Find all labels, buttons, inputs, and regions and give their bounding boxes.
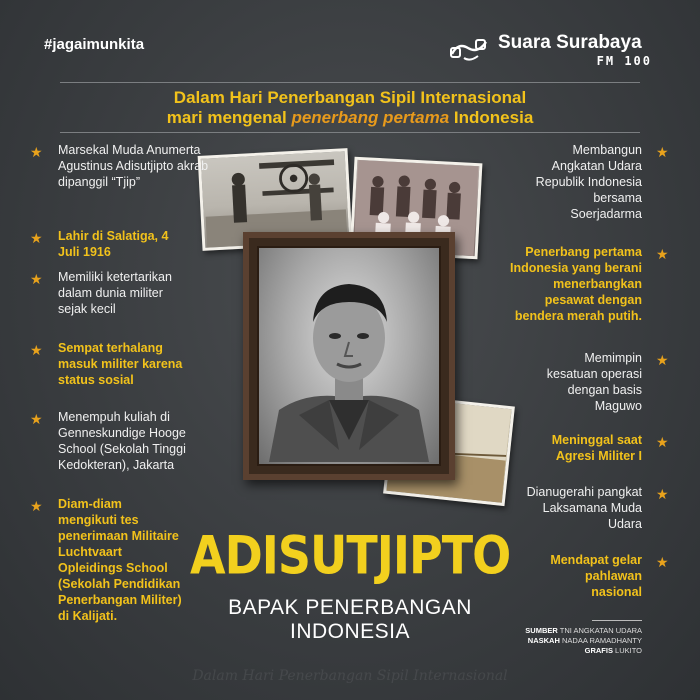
star-icon: ★ (656, 353, 669, 369)
fact-right-3: Memimpin kesatuan operasi dengan basis Maguwo (546, 351, 642, 413)
star-icon: ★ (656, 145, 669, 161)
star-icon: ★ (30, 272, 43, 288)
star-icon: ★ (656, 435, 669, 451)
brand-name: Suara Surabaya (498, 32, 642, 53)
headline-line2 (60, 108, 640, 128)
brand-logo (448, 30, 658, 70)
fact-left-3: Memiliki ketertarikan dalam dunia militer sejak kecil (58, 270, 172, 316)
fact-left-6: Diam-diam mengikuti tes penerimaan Militaire Luchtvaart Opleidings School (Sekolah Pendidikan Penerbangan Militer) di Kalijati. (58, 497, 182, 623)
headline-line2-c: Indonesia (449, 108, 534, 127)
credit-sumber: SUMBER TNI ANGKATAN UDARA (525, 626, 642, 635)
star-icon: ★ (30, 231, 43, 247)
fact-right-4: Meninggal saat Agresi Militer I (551, 433, 642, 463)
credits (482, 626, 642, 656)
credits-rule (592, 620, 642, 621)
header-rule-bottom (60, 132, 640, 133)
portrait-photo (257, 246, 441, 466)
portrait-frame (243, 232, 455, 480)
hero-name: ADISUTJIPTO (190, 523, 511, 587)
brand-sub: FM 100 (596, 54, 652, 68)
star-icon: ★ (656, 487, 669, 503)
fact-right-6: Mendapat gelar pahlawan nasional (550, 553, 642, 599)
star-icon: ★ (30, 412, 43, 428)
hero-tagline-1: BAPAK PENERBANGAN (228, 596, 472, 619)
headline-line1: Dalam Hari Penerbangan Sipil Internasional (173, 88, 527, 107)
star-icon: ★ (656, 247, 669, 263)
hashtag: #jagaimunkita (44, 36, 145, 53)
star-icon: ★ (656, 555, 669, 571)
suara-surabaya-logo-icon (448, 34, 490, 64)
fact-left-5: Menempuh kuliah di Genneskundige Hooge School (Sekolah Tinggi Kedokteran), Jakarta (58, 410, 186, 472)
star-icon: ★ (30, 145, 43, 161)
watermark: Dalam Hari Penerbangan Sipil Internasional (192, 668, 508, 684)
headline-line2-highlight: penerbang pertama (291, 108, 450, 127)
credit-grafis: GRAFIS LUKITO (584, 646, 642, 655)
portrait-illustration (259, 248, 439, 464)
hero-tagline-2: INDONESIA (289, 620, 411, 643)
fact-left-1: Marsekal Muda Anumerta Agustinus Adisutjipto akrab dipanggil “Tjip” (58, 143, 209, 189)
fact-left-2: Lahir di Salatiga, 4 Juli 1916 (58, 229, 169, 259)
fact-right-2: Penerbang pertama Indonesia yang berani menerbangkan pesawat dengan bendera merah putih. (510, 245, 642, 323)
headline-line2-a: mari mengenal (166, 108, 292, 127)
header-rule-top (60, 82, 640, 83)
headline (60, 88, 640, 128)
credit-naskah: NASKAH NADAA RAMADHANTY (527, 636, 642, 645)
fact-right-1: Membangun Angkatan Udara Republik Indonesia bersama Soerjadarma (535, 143, 642, 221)
fact-right-5: Dianugerahi pangkat Laksamana Muda Udara (526, 485, 642, 531)
fact-left-4: Sempat terhalang masuk militer karena status sosial (58, 341, 183, 387)
star-icon: ★ (30, 343, 43, 359)
star-icon: ★ (30, 499, 43, 515)
